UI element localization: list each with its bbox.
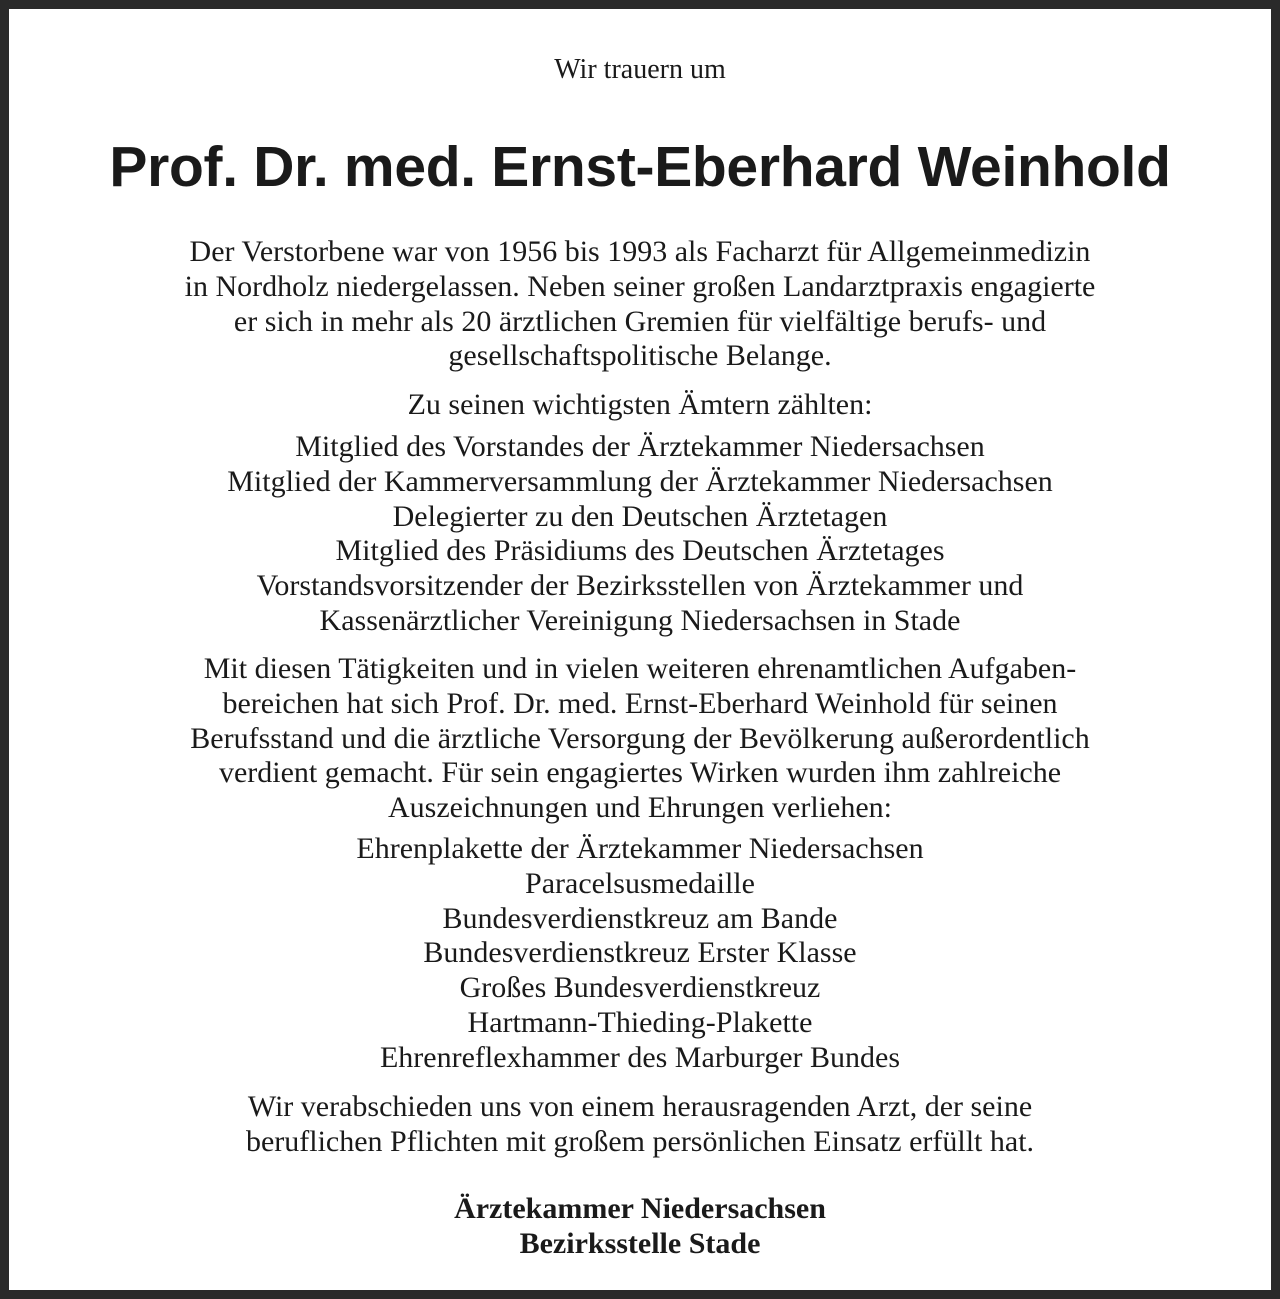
- merits-line: Auszeichnungen und Ehrungen verliehen:: [387, 791, 892, 825]
- offices-list: [18, 430, 1262, 639]
- merits-line: Berufsstand und die ärztliche Versorgung der Bevölkerung außerordentlich: [190, 721, 1090, 755]
- award-item: Bundesverdienstkreuz am Bande: [442, 901, 838, 935]
- biography-paragraph: [18, 235, 1262, 374]
- closing-line: beruflichen Pflichten mit großem persönlichen Einsatz erfüllt hat.: [245, 1124, 1035, 1158]
- biography-line: Der Verstorbene war von 1956 bis 1993 als Facharzt für Allgemeinmedizin: [189, 235, 1091, 268]
- award-item: Bundesverdienstkreuz Erster Klasse: [423, 936, 857, 970]
- office-item: Kassenärztlicher Vereinigung Niedersachsen in Stade: [319, 603, 961, 637]
- offices-section: [18, 388, 1262, 423]
- office-item: Vorstandsvorsitzender der Bezirksstellen von Ärztekammer und: [256, 569, 1024, 603]
- award-item: Ehrenreflexhammer des Marburger Bundes: [379, 1040, 901, 1074]
- merits-paragraph: [18, 652, 1262, 826]
- biography-line: er sich in mehr als 20 ärztlichen Gremien für vielfältige berufs- und: [233, 304, 1047, 338]
- deceased-name: Prof. Dr. med. Ernst-Eberhard Weinhold: [109, 135, 1171, 199]
- biography-line: gesellschaftspolitische Belange.: [448, 339, 832, 373]
- office-item: Mitglied des Präsidiums des Deutschen Ärztetages: [335, 534, 945, 568]
- merits-line: bereichen hat sich Prof. Dr. med. Ernst-Eberhard Weinhold für seinen: [222, 686, 1058, 720]
- signature-block: [18, 1192, 1262, 1262]
- award-item: Ehrenplakette der Ärztekammer Niedersachsen: [356, 832, 924, 865]
- award-item: Hartmann-Thieding-Plakette: [467, 1005, 813, 1039]
- awards-list: [18, 832, 1262, 1076]
- signature-department: Bezirksstelle Stade: [519, 1226, 761, 1260]
- signature-organization: Ärztekammer Niedersachsen: [454, 1192, 826, 1225]
- office-item: Delegierter zu den Deutschen Ärztetagen: [392, 499, 888, 533]
- offices-heading: Zu seinen wichtigsten Ämtern zählten:: [407, 388, 873, 421]
- merits-line: verdient gemacht. Für sein engagiertes Wirken wurden ihm zahlreiche: [218, 756, 1062, 790]
- merits-line: Mit diesen Tätigkeiten und in vielen weiteren ehrenamtlichen Aufgaben-: [203, 652, 1077, 685]
- closing-paragraph: [18, 1090, 1262, 1160]
- biography-line: in Nordholz niedergelassen. Neben seiner großen Landarztpraxis engagierte: [184, 269, 1096, 303]
- award-item: Paracelsusmedaille: [525, 866, 755, 900]
- intro-text: Wir trauern um: [554, 54, 726, 85]
- office-item: Mitglied der Kammerversammlung der Ärztekammer Niedersachsen: [227, 464, 1053, 498]
- closing-line: Wir verabschieden uns von einem herausragenden Arzt, der seine: [247, 1090, 1033, 1123]
- office-item: Mitglied des Vorstandes der Ärztekammer Niedersachsen: [295, 430, 985, 463]
- award-item: Großes Bundesverdienstkreuz: [459, 971, 821, 1005]
